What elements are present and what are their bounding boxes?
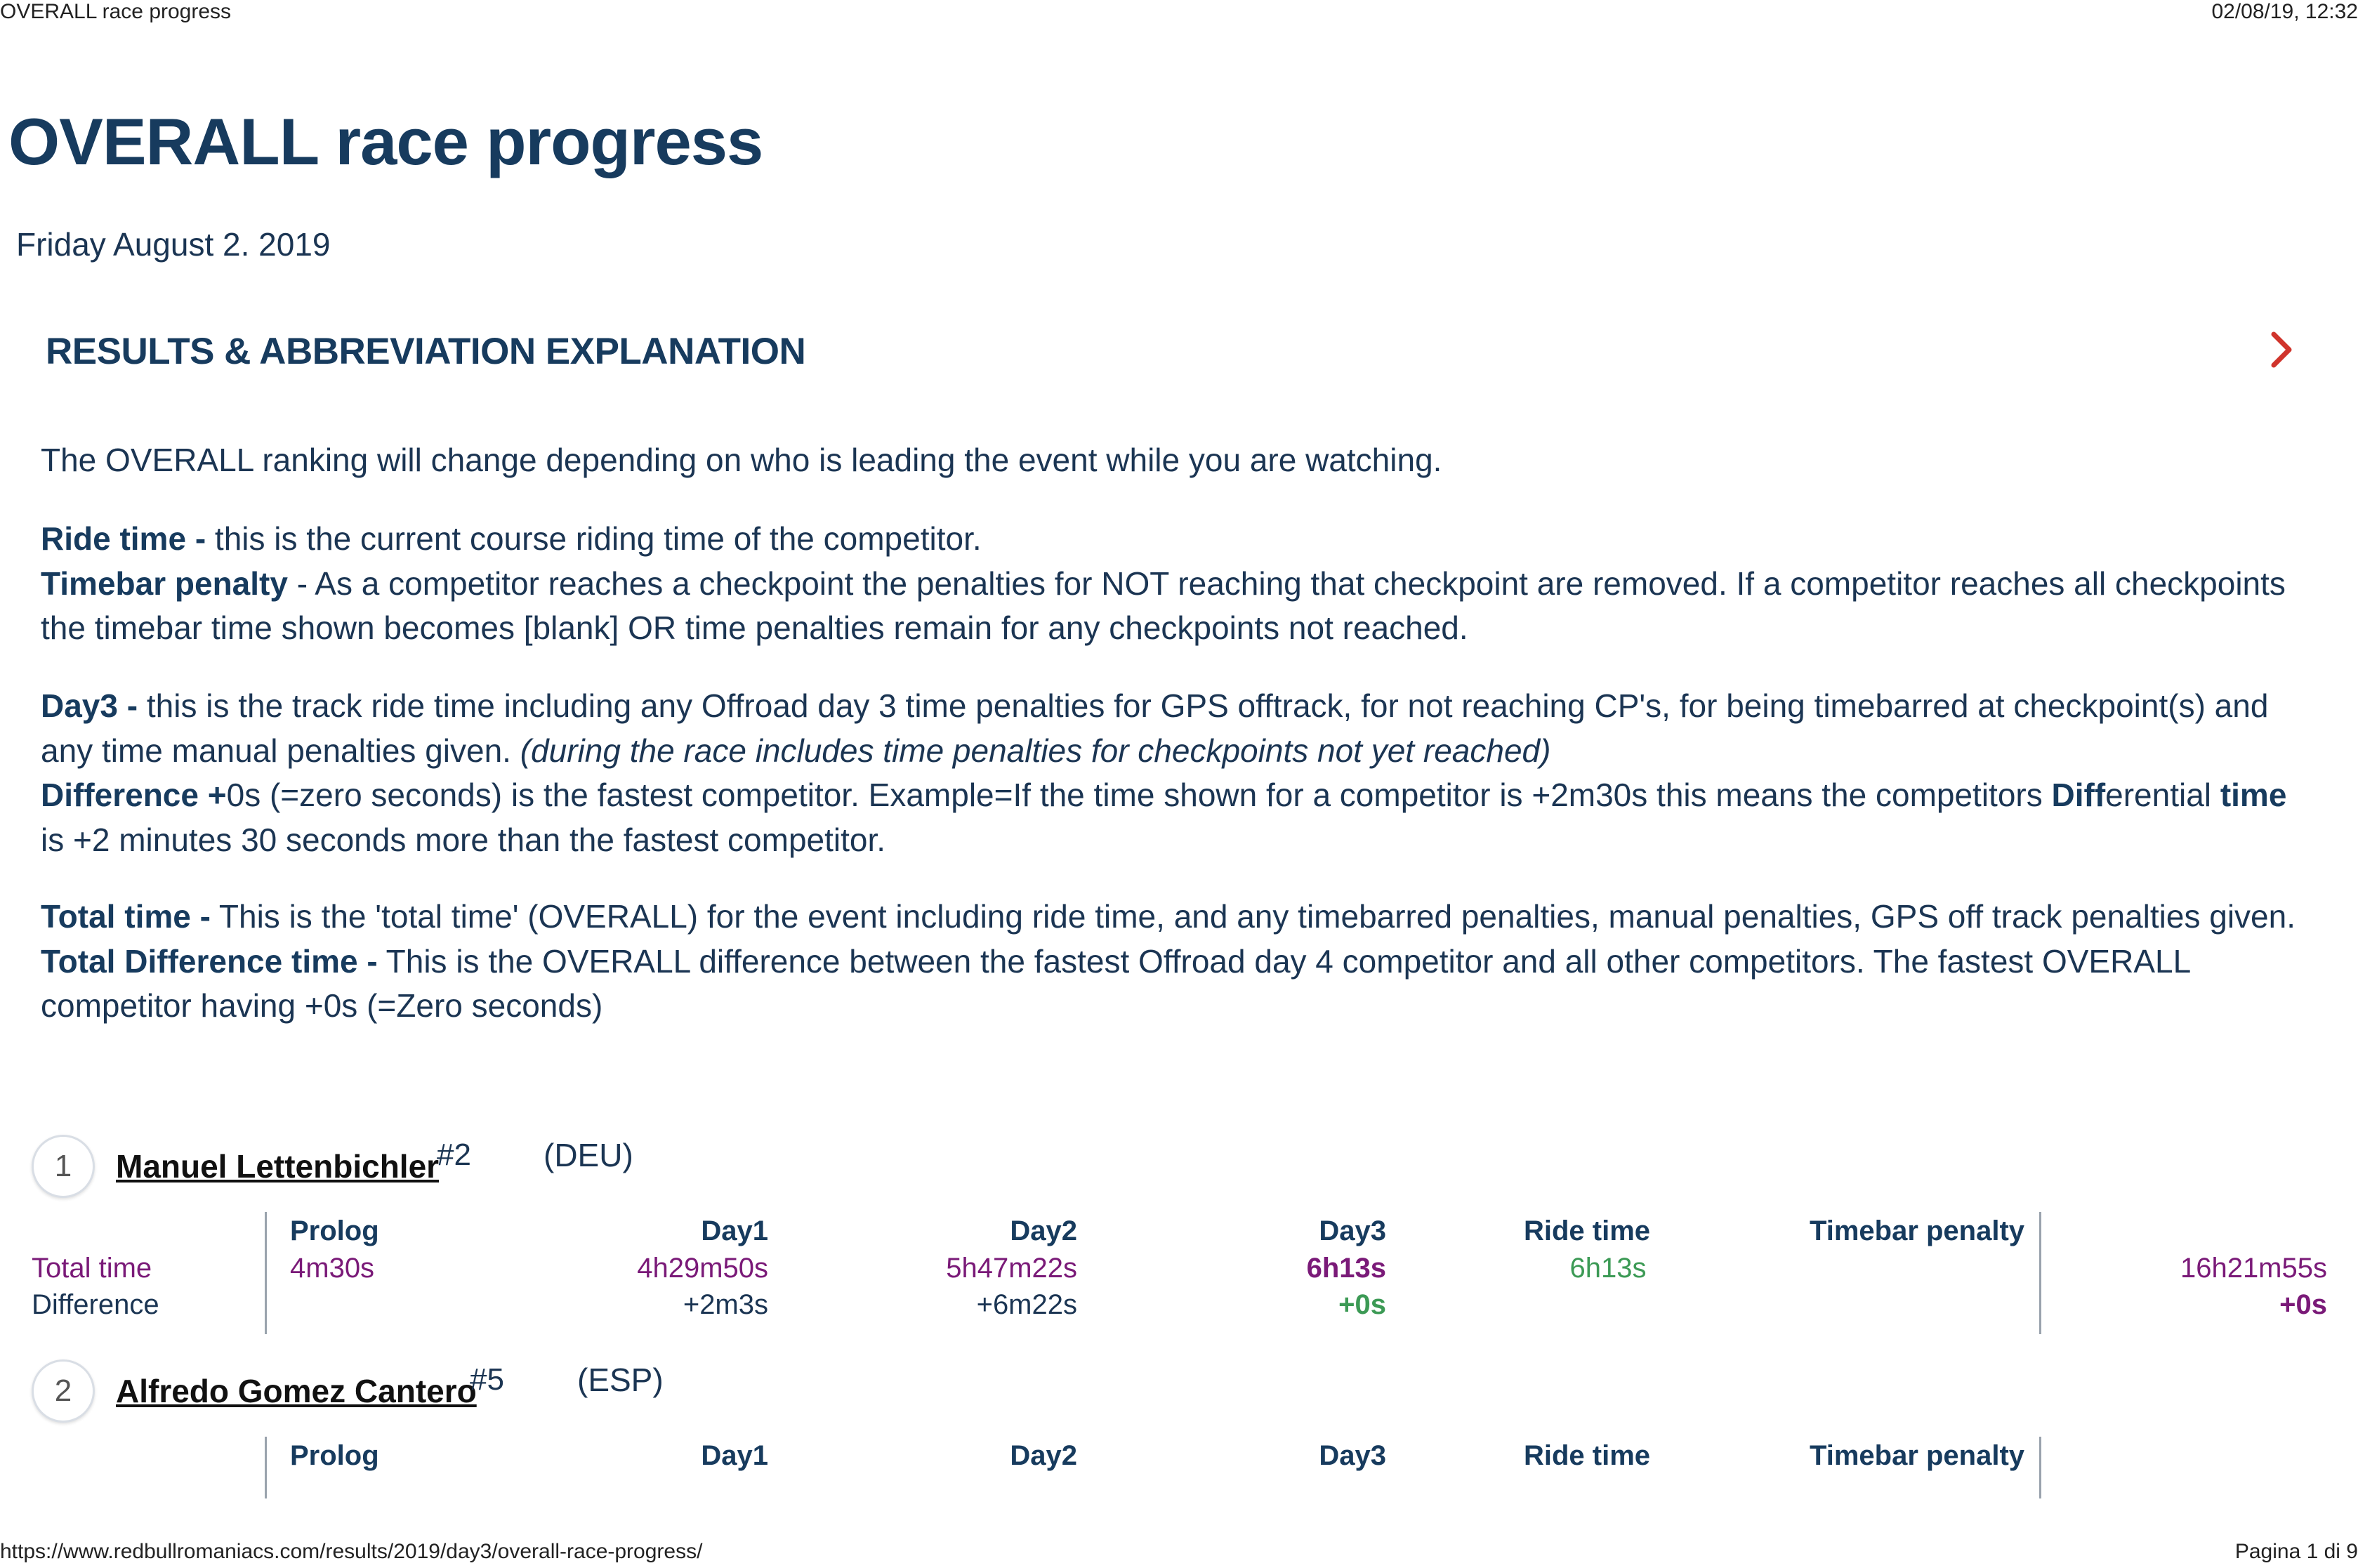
table-divider <box>2039 1437 2041 1498</box>
print-header-datetime: 02/08/19, 12:32 <box>2211 0 2358 23</box>
diff-day1: +2m3s <box>683 1289 768 1320</box>
col-header-day2: Day2 <box>1010 1215 1077 1246</box>
diff-day2: +6m22s <box>976 1289 1077 1320</box>
intro-text: The OVERALL ranking will change depending on who is leading the event while you are watching. <box>41 442 1442 478</box>
table-divider <box>265 1212 267 1334</box>
diff-day3: +0s <box>1338 1289 1386 1320</box>
explanation-day3-difference <box>41 684 2309 862</box>
rider-name-link[interactable]: Manuel Lettenbichler <box>116 1148 440 1185</box>
ride-time-label: Ride time - <box>41 520 206 557</box>
rank-badge: 1 <box>32 1135 95 1198</box>
table-divider <box>265 1437 267 1498</box>
col-header-day2: Day2 <box>1010 1440 1077 1471</box>
difference-label: Difference <box>41 777 199 813</box>
difference-text-1: 0s (=zero seconds) is the fastest competitor. Example=If the time shown for a competitor is +2m30s this means the competitors <box>226 777 2052 813</box>
rider-number: #2 <box>437 1138 471 1172</box>
rank-badge: 2 <box>32 1359 95 1423</box>
total-overall: 16h21m55s <box>2180 1253 2327 1284</box>
total-ride-time: 6h13s <box>1569 1253 1647 1284</box>
row-label-total: Total time <box>32 1253 152 1284</box>
timebar-text: - As a competitor reaches a checkpoint the penalties for NOT reaching that checkpoint are removed. If a competitor reaches all checkpoints the timebar time shown becomes [blank] OR time penalties remain for any checkpoints not reached. <box>41 565 2286 646</box>
difference-erential: erential <box>2105 777 2220 813</box>
explanation-ride-timebar <box>41 517 2309 651</box>
col-header-prolog: Prolog <box>290 1215 379 1246</box>
total-diff-text: This is the OVERALL difference between the fastest Offroad day 4 competitor and all other competitors. The fastest OVERALL competitor having +0s (=Zero seconds) <box>41 942 2190 1024</box>
col-header-prolog: Prolog <box>290 1440 379 1471</box>
col-header-ride-time: Ride time <box>1523 1215 1651 1246</box>
total-day2: 5h47m22s <box>946 1253 1077 1284</box>
total-day3: 6h13s <box>1306 1253 1386 1284</box>
col-header-timebar-penalty: Timebar penalty <box>1810 1215 2025 1246</box>
day3-text: this is the track ride time including any Offroad day 3 time penalties for GPS offtrack, for not reaching CP's, for being timebarred at checkpoint(s) and any time manual penalties given. <box>41 687 2269 769</box>
total-diff-label: Total Difference time - <box>41 942 378 980</box>
total-time-text: This is the 'total time' (OVERALL) for the event including ride time, and any timebarred penalties, manual penalties, GPS off track penalties given. <box>210 898 2296 935</box>
rider-country: (DEU) <box>544 1137 633 1173</box>
col-header-day3: Day3 <box>1319 1215 1386 1246</box>
explanation-intro <box>41 438 2309 483</box>
col-header-ride-time: Ride time <box>1523 1440 1651 1471</box>
difference-diff: Diff <box>2051 777 2106 813</box>
row-label-difference: Difference <box>32 1289 159 1320</box>
diff-overall: +0s <box>2279 1289 2327 1320</box>
page-title: OVERALL race progress <box>8 105 763 178</box>
rider-number: #5 <box>470 1362 504 1397</box>
total-day1: 4h29m50s <box>637 1253 768 1284</box>
difference-time: time <box>2220 777 2287 813</box>
print-header-title: OVERALL race progress <box>0 0 232 23</box>
col-header-day1: Day1 <box>701 1215 768 1246</box>
rider-name-link[interactable]: Alfredo Gomez Cantero <box>116 1373 477 1409</box>
day3-label: Day3 - <box>41 687 138 724</box>
total-prolog: 4m30s <box>290 1253 375 1284</box>
day3-italic-note: (during the race includes time penalties for checkpoints not yet reached) <box>520 732 1551 769</box>
rider-country: (ESP) <box>577 1362 664 1398</box>
print-footer-page: Pagina 1 di 9 <box>2234 1540 2358 1563</box>
print-footer-url: https://www.redbullromaniacs.com/results/2019/day3/overall-race-progress/ <box>0 1540 703 1563</box>
col-header-timebar-penalty: Timebar penalty <box>1810 1440 2025 1471</box>
explanation-heading[interactable]: RESULTS & ABBREVIATION EXPLANATION <box>46 331 806 372</box>
table-divider <box>2039 1212 2041 1334</box>
difference-plus: + <box>198 777 227 813</box>
difference-text-2: is +2 minutes 30 seconds more than the fastest competitor. <box>41 821 886 858</box>
ride-time-text: this is the current course riding time of the competitor. <box>206 520 982 557</box>
timebar-label: Timebar penalty <box>41 565 288 602</box>
total-time-label: Total time - <box>41 898 211 935</box>
col-header-day1: Day1 <box>701 1440 768 1471</box>
col-header-day3: Day3 <box>1319 1440 1386 1471</box>
chevron-right-icon[interactable] <box>2267 329 2296 371</box>
explanation-total <box>41 895 2309 1029</box>
page-date: Friday August 2. 2019 <box>16 226 331 263</box>
